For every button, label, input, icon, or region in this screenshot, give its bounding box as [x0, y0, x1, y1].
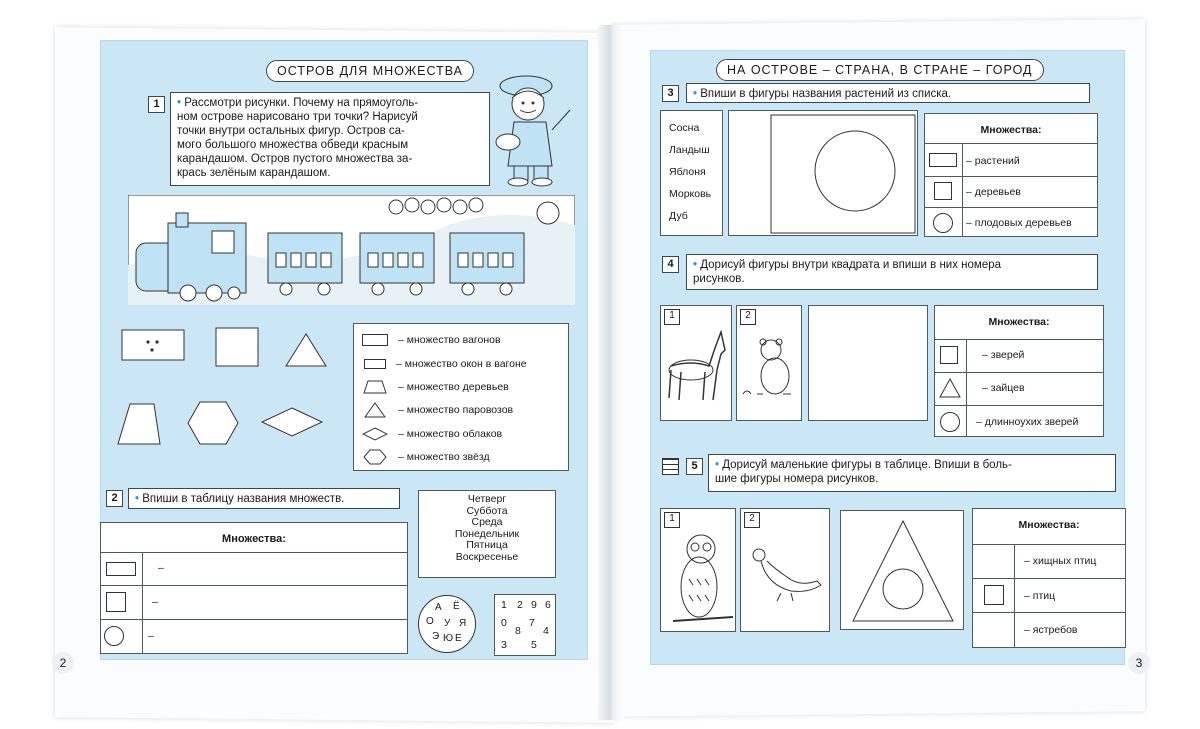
- table-divider: [924, 143, 1098, 144]
- square-icon: [984, 585, 1004, 605]
- nested-shapes-figure: [729, 111, 919, 237]
- task3-drawing-area[interactable]: [728, 110, 918, 236]
- triangle-circle-figure: [841, 511, 965, 631]
- days-list: [418, 490, 556, 578]
- digit: 4: [543, 625, 549, 637]
- grid-table-icon: [662, 458, 679, 475]
- legend-row: [362, 402, 513, 418]
- table-divider: [972, 578, 1126, 579]
- task1-line: мого большого множества обведи красным: [177, 139, 409, 151]
- day-item: Воскресенье: [455, 550, 519, 563]
- book-spine: [598, 25, 624, 720]
- table-divider: [100, 585, 408, 586]
- task4-line: рисунков.: [693, 273, 745, 285]
- picture-label: 1: [664, 309, 680, 325]
- task-number-3: 3: [662, 85, 679, 102]
- day-item: Пятница: [466, 539, 508, 551]
- shapes-area: [110, 322, 350, 462]
- rhombus-icon: [362, 427, 388, 441]
- legend-label: – множество паровозов: [398, 404, 514, 416]
- picture-2-bear: [736, 305, 802, 421]
- task-number-4: 4: [662, 256, 679, 273]
- task-number-1: 1: [148, 96, 165, 113]
- picture-label: 2: [740, 309, 756, 325]
- task3-text: • Впиши в фигуры названия растений из списка.: [686, 83, 1090, 103]
- picture-2-dove: [740, 508, 830, 632]
- triangle-icon: [939, 378, 961, 398]
- digit: 0: [501, 617, 507, 629]
- circle-icon: [940, 412, 960, 432]
- digit: 2: [517, 599, 523, 611]
- legend-row: [362, 334, 501, 346]
- table-row[interactable]: – птиц: [1024, 590, 1056, 602]
- task2-text: • Впиши в таблицу названия множеств.: [128, 488, 400, 509]
- table-row[interactable]: – деревьев: [966, 186, 1021, 198]
- table-row[interactable]: – плодовых деревьев: [966, 217, 1072, 229]
- island-shapes-illustration[interactable]: [110, 322, 350, 462]
- task5-line: Дорисуй маленькие фигуры в таблице. Впиши в боль-: [722, 459, 1012, 471]
- table-divider: [142, 552, 143, 654]
- table-divider: [100, 619, 408, 620]
- table-divider: [962, 143, 963, 237]
- table-divider: [924, 176, 1098, 177]
- letter: Э: [432, 631, 440, 642]
- table-divider: [972, 544, 1126, 545]
- day-item: Понедельник: [454, 527, 520, 540]
- table-divider: [924, 207, 1098, 208]
- legend-row: [362, 449, 490, 465]
- picture-1-owl: [660, 508, 736, 632]
- digit: 9: [531, 599, 537, 611]
- task1-line: крась зелёным карандашом.: [177, 167, 331, 179]
- owl-icon: [661, 509, 737, 633]
- table-row[interactable]: – зверей: [982, 349, 1025, 361]
- square-icon: [940, 346, 958, 364]
- bear-icon: [737, 306, 803, 422]
- plant-item: Яблоня: [669, 166, 706, 178]
- letters-circle: [418, 595, 476, 653]
- task2-label: Впиши в таблицу названия множеств.: [142, 493, 345, 505]
- letter: Е: [455, 633, 462, 644]
- digit: 1: [501, 599, 507, 611]
- table-row[interactable]: –: [158, 562, 164, 574]
- legend-row: [362, 380, 509, 394]
- digits-square: [494, 594, 556, 656]
- page-number-left: 2: [52, 652, 74, 674]
- letter: У: [444, 618, 451, 629]
- plant-list: [660, 110, 723, 236]
- letter: Ю: [443, 633, 454, 644]
- task-number-5: 5: [686, 458, 703, 475]
- table-divider: [100, 552, 408, 553]
- legend-label: – множество вагонов: [398, 334, 501, 346]
- table-row[interactable]: – хищных птиц: [1024, 555, 1097, 567]
- day-item: Четверг: [467, 493, 507, 505]
- triangle-icon: [362, 402, 388, 418]
- rectangle-icon: [106, 562, 136, 576]
- digit: 5: [531, 639, 537, 651]
- task5-text: • Дорисуй маленькие фигуры в таблице. Впиши в боль- шие фигуры номера рисунков.: [708, 454, 1116, 492]
- trapezoid-icon: [362, 380, 388, 394]
- task5-line: шие фигуры номера рисунков.: [715, 473, 879, 485]
- table-divider: [934, 339, 1104, 340]
- table-header: Множества:: [988, 316, 1050, 328]
- table-divider: [934, 405, 1104, 406]
- plant-item: Сосна: [669, 122, 700, 134]
- letter: Я: [459, 618, 467, 629]
- table-row[interactable]: –: [152, 596, 158, 608]
- task5-drawing-area[interactable]: [840, 510, 964, 630]
- circle-icon: [104, 626, 124, 646]
- legend-label: – множество облаков: [398, 428, 503, 440]
- picture-1-donkey: [660, 305, 732, 421]
- square-icon: [106, 592, 126, 612]
- legend-row: [362, 427, 502, 441]
- rectangle-icon: [929, 153, 957, 167]
- legend-label: – множество окон в вагоне: [396, 358, 527, 370]
- letter: А: [435, 602, 442, 613]
- table-row[interactable]: – растений: [966, 155, 1020, 167]
- table-divider: [972, 612, 1126, 613]
- digit: 7: [529, 617, 535, 629]
- table-divider: [934, 372, 1104, 373]
- donkey-icon: [661, 306, 733, 422]
- table-row[interactable]: – зайцев: [982, 382, 1025, 394]
- task3-label: Впиши в фигуры названия растений из списка.: [700, 88, 952, 100]
- table-divider: [1014, 544, 1015, 648]
- picture-label: 2: [744, 512, 760, 528]
- task-number-2: 2: [106, 490, 123, 507]
- legend-label: – множество деревьев: [398, 381, 509, 393]
- task1-line: точки внутри остальных фигур. Остров са-: [177, 125, 405, 137]
- digit: 6: [545, 599, 551, 611]
- table-header: Множества:: [222, 533, 286, 545]
- page-number-right: 3: [1128, 652, 1150, 674]
- train-illustration: [128, 195, 575, 305]
- task4-line: Дорисуй фигуры внутри квадрата и впиши в них номера: [700, 259, 1002, 271]
- task4-drawing-square[interactable]: [808, 305, 928, 421]
- sets-table: [100, 522, 408, 654]
- rectangle-icon: [362, 334, 388, 346]
- plant-item: Морковь: [669, 188, 712, 200]
- task1-text: • Рассмотри рисунки. Почему на прямоуголь- ном острове нарисовано три точки? Нарисуй точки внутри остальных фигур. Остров са- мого большого множества обведи красным карандашом. Остров пустого множества за- крась зелёным карандашом.: [170, 92, 490, 186]
- task1-line: Рассмотри рисунки. Почему на прямоуголь-: [184, 97, 419, 109]
- hexagon-icon: [362, 449, 388, 465]
- table-row[interactable]: – ястребов: [1024, 624, 1078, 636]
- table-divider: [966, 339, 967, 437]
- task4-text: • Дорисуй фигуры внутри квадрата и впиши в них номера рисунков.: [686, 254, 1098, 290]
- table-row[interactable]: – длинноухих зверей: [976, 416, 1079, 428]
- day-item: Суббота: [466, 504, 508, 517]
- circle-icon: [933, 213, 953, 233]
- painter-character-illustration: [490, 70, 585, 188]
- plant-item: Ландыш: [669, 144, 710, 156]
- picture-label: 1: [664, 512, 680, 528]
- left-page-title: ОСТРОВ ДЛЯ МНОЖЕСТВА: [266, 60, 474, 82]
- dove-icon: [741, 509, 831, 633]
- legend-row: [362, 358, 527, 370]
- legend-label: – множество звёзд: [398, 451, 490, 463]
- plant-item: Дуб: [669, 210, 688, 222]
- table-header: Множества:: [1018, 519, 1080, 531]
- right-page-title: НА ОСТРОВЕ – СТРАНА, В СТРАНЕ – ГОРОД: [716, 59, 1044, 81]
- square-icon: [934, 182, 952, 200]
- table-row[interactable]: –: [148, 630, 154, 642]
- table-header: Множества:: [980, 124, 1042, 136]
- digit: 3: [501, 639, 507, 651]
- small-rectangle-icon: [364, 359, 386, 369]
- task1-line: карандашом. Остров пустого множества за-: [177, 153, 413, 165]
- letter: О: [426, 616, 434, 627]
- letter: Ё: [453, 601, 460, 612]
- task1-line: ном острове нарисовано три точки? Нарисуй: [177, 111, 418, 123]
- day-item: Среда: [471, 516, 503, 528]
- digit: 8: [515, 625, 521, 637]
